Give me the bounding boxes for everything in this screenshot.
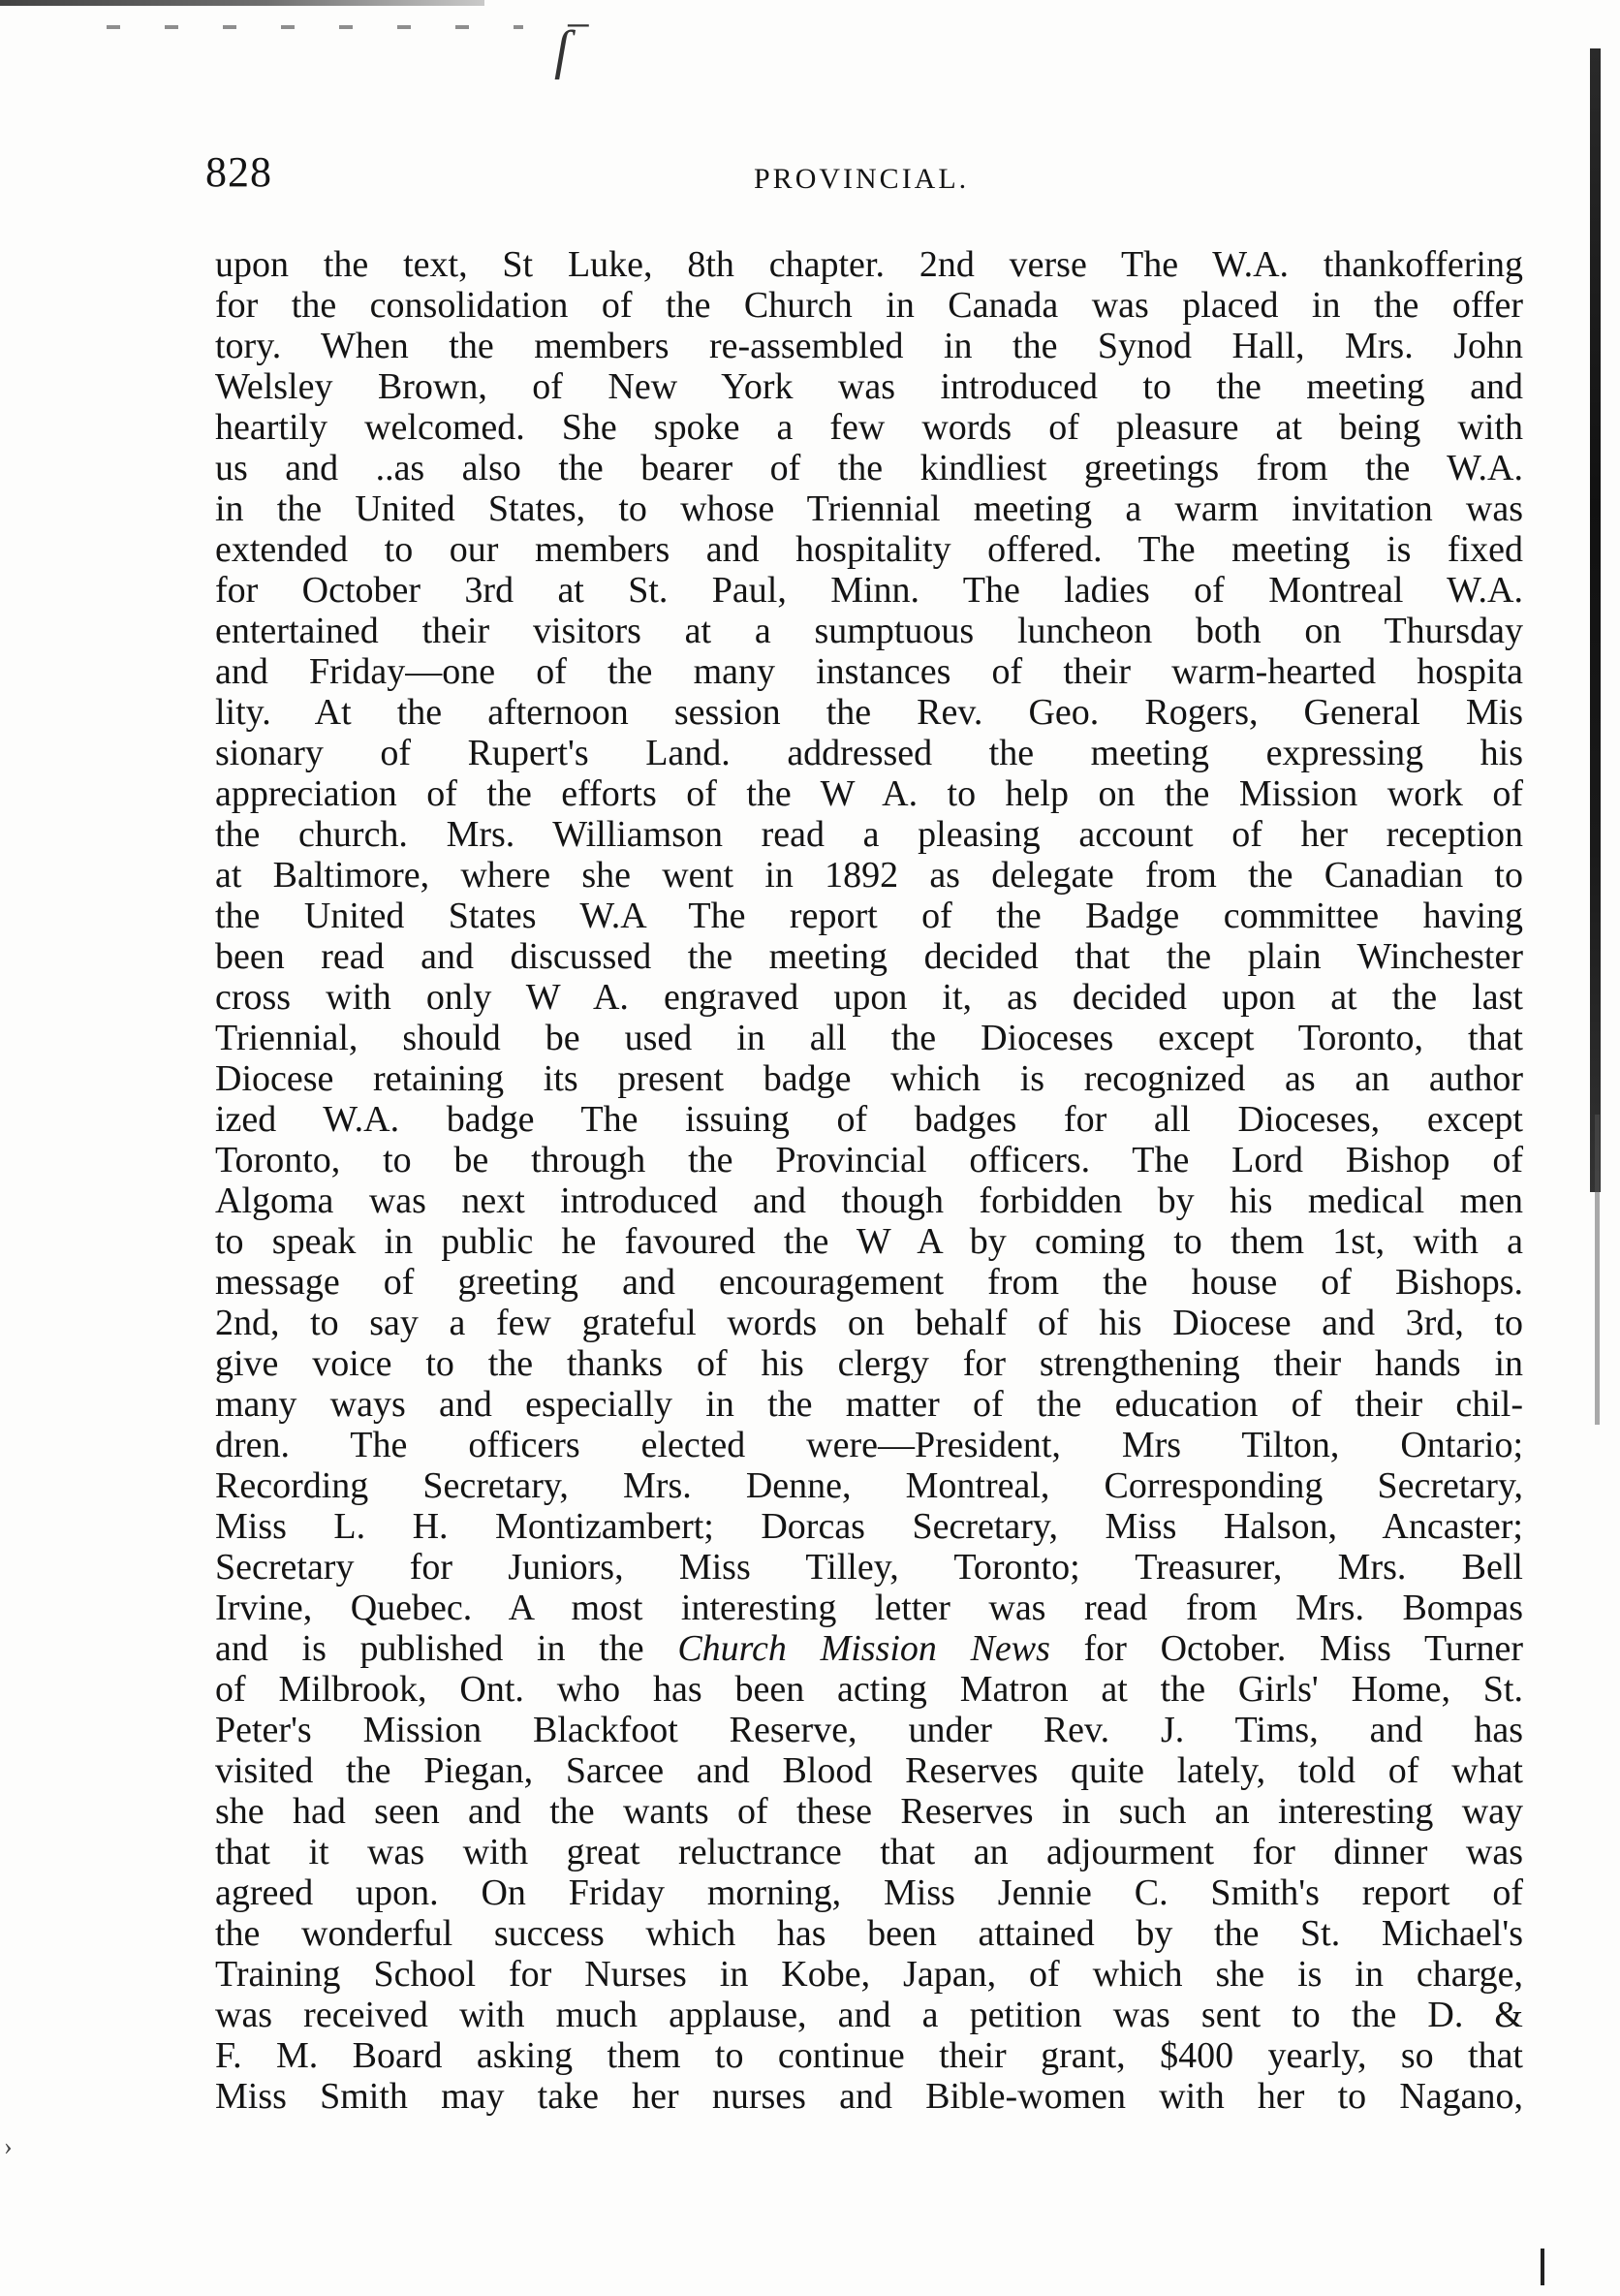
- text-line: ized W.A. badge The issuing of badges for all Dioceses, except: [215, 1099, 1523, 1140]
- scan-edge-dots: [107, 25, 523, 29]
- scan-pencil-mark: ſ‾: [554, 20, 588, 80]
- text-line: Algoma was next introduced and though forbidden by his medical men: [215, 1180, 1523, 1221]
- scan-binding-shadow: [1590, 48, 1601, 1192]
- text-line: extended to our members and hospitality offered. The meeting is fixed: [215, 529, 1523, 570]
- text-line: Irvine, Quebec. A most interesting letter was read from Mrs. Bompas: [215, 1588, 1523, 1628]
- text-line: to speak in public he favoured the W A by coming to them 1st, with a: [215, 1221, 1523, 1262]
- text-line: tory. When the members re-assembled in the Synod Hall, Mrs. John: [215, 326, 1523, 366]
- text-line: Toronto, to be through the Provincial officers. The Lord Bishop of: [215, 1140, 1523, 1180]
- text-line: of Milbrook, Ont. who has been acting Matron at the Girls' Home, St.: [215, 1669, 1523, 1710]
- text-line: visited the Piegan, Sarcee and Blood Reserves quite lately, told of what: [215, 1750, 1523, 1791]
- text-line: the wonderful success which has been attained by the St. Michael's: [215, 1913, 1523, 1954]
- scan-edge-rule: [0, 0, 484, 6]
- text-line: the church. Mrs. Williamson read a pleasing account of her reception: [215, 814, 1523, 855]
- page-number: 828: [205, 148, 272, 196]
- text-line: she had seen and the wants of these Reserves in such an interesting way: [215, 1791, 1523, 1832]
- text-line: Miss L. H. Montizambert; Dorcas Secretary, Miss Halson, Ancaster;: [215, 1506, 1523, 1547]
- text-line: appreciation of the efforts of the W A. to help on the Mission work of: [215, 773, 1523, 814]
- text-line: Training School for Nurses in Kobe, Japan, of which she is in charge,: [215, 1954, 1523, 1995]
- text-line: agreed upon. On Friday morning, Miss Jennie C. Smith's report of: [215, 1872, 1523, 1913]
- text-line: 2nd, to say a few grateful words on behalf of his Diocese and 3rd, to: [215, 1303, 1523, 1343]
- text-line: that it was with great reluctrance that an adjourment for dinner was: [215, 1832, 1523, 1872]
- text-line: lity. At the afternoon session the Rev. Geo. Rogers, General Mis: [215, 692, 1523, 733]
- text-line: was received with much applause, and a petition was sent to the D. &: [215, 1995, 1523, 2035]
- text-line: for the consolidation of the Church in Canada was placed in the offer: [215, 285, 1523, 326]
- text-line: dren. The officers elected were—President, Mrs Tilton, Ontario;: [215, 1425, 1523, 1465]
- scan-binding-shadow-lower: [1595, 1115, 1600, 1425]
- text-line: Peter's Mission Blackfoot Reserve, under Rev. J. Tims, and has: [215, 1710, 1523, 1750]
- scan-bottom-mark: [1541, 2249, 1544, 2285]
- periodical-title: Church Mission News: [677, 1628, 1050, 1669]
- text-line: Secretary for Juniors, Miss Tilley, Toronto; Treasurer, Mrs. Bell: [215, 1547, 1523, 1588]
- text-line: sionary of Rupert's Land. addressed the meeting expressing his: [215, 733, 1523, 773]
- scan-margin-tick: ›: [4, 2132, 13, 2160]
- text-line: entertained their visitors at a sumptuous luncheon both on Thursday: [215, 611, 1523, 651]
- text-line: us and ..as also the bearer of the kindliest greetings from the W.A.: [215, 448, 1523, 488]
- text-line: been read and discussed the meeting decided that the plain Winchester: [215, 936, 1523, 977]
- text-line: cross with only W A. engraved upon it, as decided upon at the last: [215, 977, 1523, 1018]
- text-line: Miss Smith may take her nurses and Bible-women with her to Nagano,: [215, 2076, 1523, 2117]
- text-line: Recording Secretary, Mrs. Denne, Montreal, Corresponding Secretary,: [215, 1465, 1523, 1506]
- text-line: many ways and especially in the matter of the education of their chil-: [215, 1384, 1523, 1425]
- text-line: give voice to the thanks of his clergy for strengthening their hands in: [215, 1343, 1523, 1384]
- text-line: Welsley Brown, of New York was introduced to the meeting and: [215, 366, 1523, 407]
- text-line: upon the text, St Luke, 8th chapter. 2nd verse The W.A. thankoffering: [215, 244, 1523, 285]
- text-line: F. M. Board asking them to continue their grant, $400 yearly, so that: [215, 2035, 1523, 2076]
- text-line: the United States W.A The report of the Badge committee having: [215, 896, 1523, 936]
- text-line: and Friday—one of the many instances of their warm-hearted hospita: [215, 651, 1523, 692]
- body-text: [215, 244, 1523, 2117]
- text-line: message of greeting and encouragement from the house of Bishops.: [215, 1262, 1523, 1303]
- running-head: PROVINCIAL.: [754, 163, 970, 195]
- text-line: Diocese retaining its present badge which is recognized as an author: [215, 1058, 1523, 1099]
- text-line: heartily welcomed. She spoke a few words of pleasure at being with: [215, 407, 1523, 448]
- text-line: Triennial, should be used in all the Dioceses except Toronto, that: [215, 1018, 1523, 1058]
- text-line: and is published in the Church Mission News for October. Miss Turner: [215, 1628, 1523, 1669]
- text-line: for October 3rd at St. Paul, Minn. The ladies of Montreal W.A.: [215, 570, 1523, 611]
- text-line: in the United States, to whose Triennial meeting a warm invitation was: [215, 488, 1523, 529]
- text-line: at Baltimore, where she went in 1892 as delegate from the Canadian to: [215, 855, 1523, 896]
